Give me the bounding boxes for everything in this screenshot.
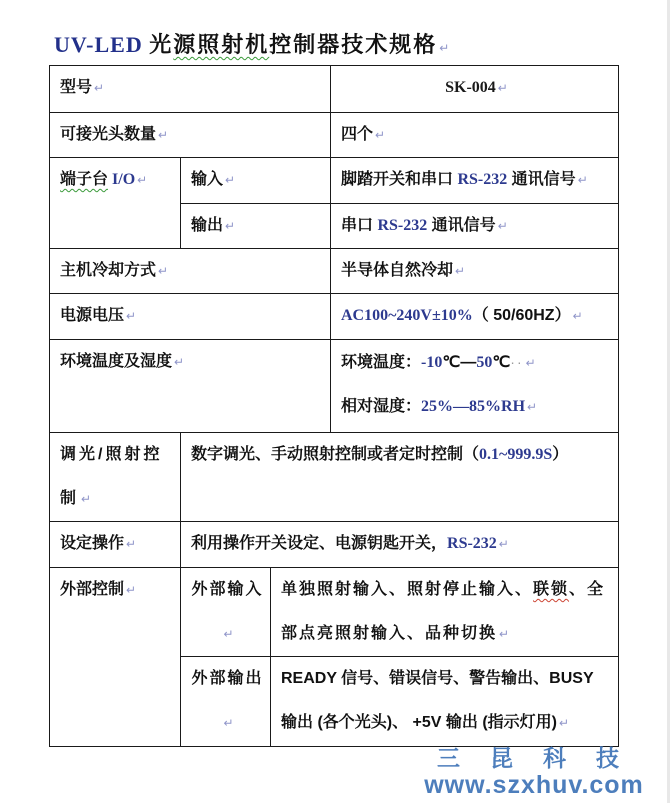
paragraph-mark: ↵ [126, 309, 137, 323]
setting-value-cell [181, 522, 619, 568]
cooling-label-cell [50, 249, 331, 294]
paragraph-mark: ↵ [497, 219, 508, 233]
page-title [54, 28, 449, 59]
env-hum-range: 25%—85%RH [421, 398, 526, 415]
terminal-input-label: 输入 [191, 171, 224, 188]
company-website: www.szxhuv.com [424, 771, 644, 799]
paragraph-mark: ↵ [497, 81, 508, 95]
paragraph-mark: ↵ [525, 356, 536, 370]
heads-value: 四个 [341, 126, 374, 143]
model-value-cell [331, 66, 619, 113]
paragraph-mark: ↵ [137, 173, 148, 187]
power-label: 电源电压 [60, 307, 125, 324]
terminal-input-value-tail: 通讯信号 [507, 171, 576, 188]
setting-value: 利用操作开关设定、电源钥匙开关， [191, 535, 448, 552]
external-input-label-cell [181, 568, 271, 657]
terminal-label-cell [50, 158, 181, 249]
paragraph-mark: ↵ [158, 128, 169, 142]
company-watermark [400, 745, 668, 799]
external-input-value-tail: 、全部点亮照射输入、品种切换 [281, 581, 606, 642]
cooling-label: 主机冷却方式 [60, 262, 157, 279]
spec-table [49, 65, 619, 747]
company-name: 三昆科技 [437, 745, 649, 771]
table-row-setting [50, 522, 619, 568]
space-dots: ·· [510, 354, 524, 370]
table-row-dimming [50, 433, 619, 522]
paragraph-mark: ↵ [126, 583, 137, 597]
env-temp-prefix: 环境温度： [341, 354, 422, 371]
paragraph-mark: ↵ [223, 716, 234, 730]
paragraph-mark: ↵ [498, 537, 509, 551]
terminal-output-latin: RS-232 [377, 217, 428, 234]
heads-label: 可接光头数量 [60, 126, 157, 143]
environment-temp-line [341, 340, 612, 385]
model-label-cell [50, 66, 331, 113]
external-input-label: 外部输入 [191, 581, 264, 598]
paragraph-mark: ↵ [577, 173, 588, 187]
terminal-output-value: 串口 [341, 217, 378, 234]
external-output-label: 外部输出 [191, 670, 264, 687]
dimming-value: 数字调光、手动照射控制或者定时控制（ [191, 446, 480, 463]
power-value-latin: AC100~240V±10% [341, 307, 473, 324]
cooling-value-cell [331, 249, 619, 294]
env-temp-dash: ℃— [442, 354, 477, 371]
dimming-value-cell [181, 433, 619, 522]
terminal-label-latin: I/O [108, 171, 136, 188]
power-label-cell [50, 294, 331, 340]
external-output-value-cell [271, 657, 619, 747]
external-output-label-cell [181, 657, 271, 747]
external-output-value: READY 信号、错误信号、警告输出、BUSY 输出 (各个光头)、 +5V 输出 (指示灯用) [281, 670, 594, 731]
terminal-output-label-cell [181, 204, 331, 249]
setting-value-latin: RS-232 [447, 535, 497, 552]
paragraph-mark: ↵ [174, 355, 185, 369]
environment-label: 环境温度及湿度 [60, 353, 173, 370]
dimming-value-latin: 0.1~999.9S [479, 446, 553, 463]
model-label: 型号 [60, 79, 93, 96]
terminal-input-label-cell [181, 158, 331, 204]
paragraph-mark: ↵ [223, 627, 234, 641]
terminal-output-value-cell [331, 204, 619, 249]
terminal-input-value: 脚踏开关和串口 [341, 171, 458, 188]
table-row-power [50, 294, 619, 340]
terminal-input-value-cell [331, 158, 619, 204]
paragraph-mark: ↵ [126, 537, 137, 551]
table-row-terminal-input [50, 158, 619, 204]
terminal-input-latin: RS-232 [457, 171, 508, 188]
paragraph-mark: ↵ [439, 41, 450, 55]
title-cjk-post: 控制器技术规格 [269, 32, 438, 57]
env-temp-min: -10 [421, 354, 443, 371]
external-input-value-cell [271, 568, 619, 657]
table-row-environment [50, 340, 619, 433]
env-temp-max: 50 [476, 354, 493, 371]
table-row-heads [50, 113, 619, 158]
paragraph-mark: ↵ [572, 309, 583, 323]
paragraph-mark: ↵ [527, 400, 538, 414]
external-input-value: 单独照射输入、照射停止输入、 [281, 581, 534, 598]
paragraph-mark: ↵ [455, 264, 466, 278]
cooling-value: 半导体自然冷却 [341, 262, 454, 279]
heads-label-cell [50, 113, 331, 158]
external-label-cell [50, 568, 181, 747]
setting-label: 设定操作 [60, 535, 125, 552]
power-value-cjk: （ 50/60HZ） [472, 307, 571, 324]
dimming-label: 调光/照射控制 [60, 446, 163, 507]
env-temp-unit: ℃ [492, 354, 511, 371]
environment-humidity-line [341, 385, 612, 429]
paragraph-mark: ↵ [158, 264, 169, 278]
terminal-label-cjk: 端子台 [60, 171, 109, 188]
table-row-external-input [50, 568, 619, 657]
paragraph-mark: ↵ [225, 219, 236, 233]
paragraph-mark: ↵ [81, 492, 92, 506]
dimming-value-tail: ） [552, 446, 569, 463]
power-value-cell [331, 294, 619, 340]
paragraph-mark: ↵ [375, 128, 386, 142]
model-value: SK-004 [445, 79, 496, 96]
environment-value-cell [331, 340, 619, 433]
environment-label-cell [50, 340, 331, 433]
paragraph-mark: ↵ [225, 173, 236, 187]
title-cjk-wavy: 源照射机 [173, 32, 270, 57]
heads-value-cell [331, 113, 619, 158]
table-row-model [50, 66, 619, 113]
title-cjk-pre: 光 [149, 32, 174, 57]
terminal-output-value-tail: 通讯信号 [427, 217, 496, 234]
external-input-interlock: 联锁 [533, 581, 570, 598]
dimming-label-cell [50, 433, 181, 522]
external-label: 外部控制 [60, 581, 125, 598]
setting-label-cell [50, 522, 181, 568]
title-latin: UV-LED [54, 32, 150, 57]
table-row-cooling [50, 249, 619, 294]
terminal-output-label: 输出 [191, 217, 224, 234]
paragraph-mark: ↵ [559, 716, 570, 730]
paragraph-mark: ↵ [499, 627, 510, 641]
env-hum-prefix: 相对湿度： [341, 398, 422, 415]
paragraph-mark: ↵ [94, 81, 105, 95]
